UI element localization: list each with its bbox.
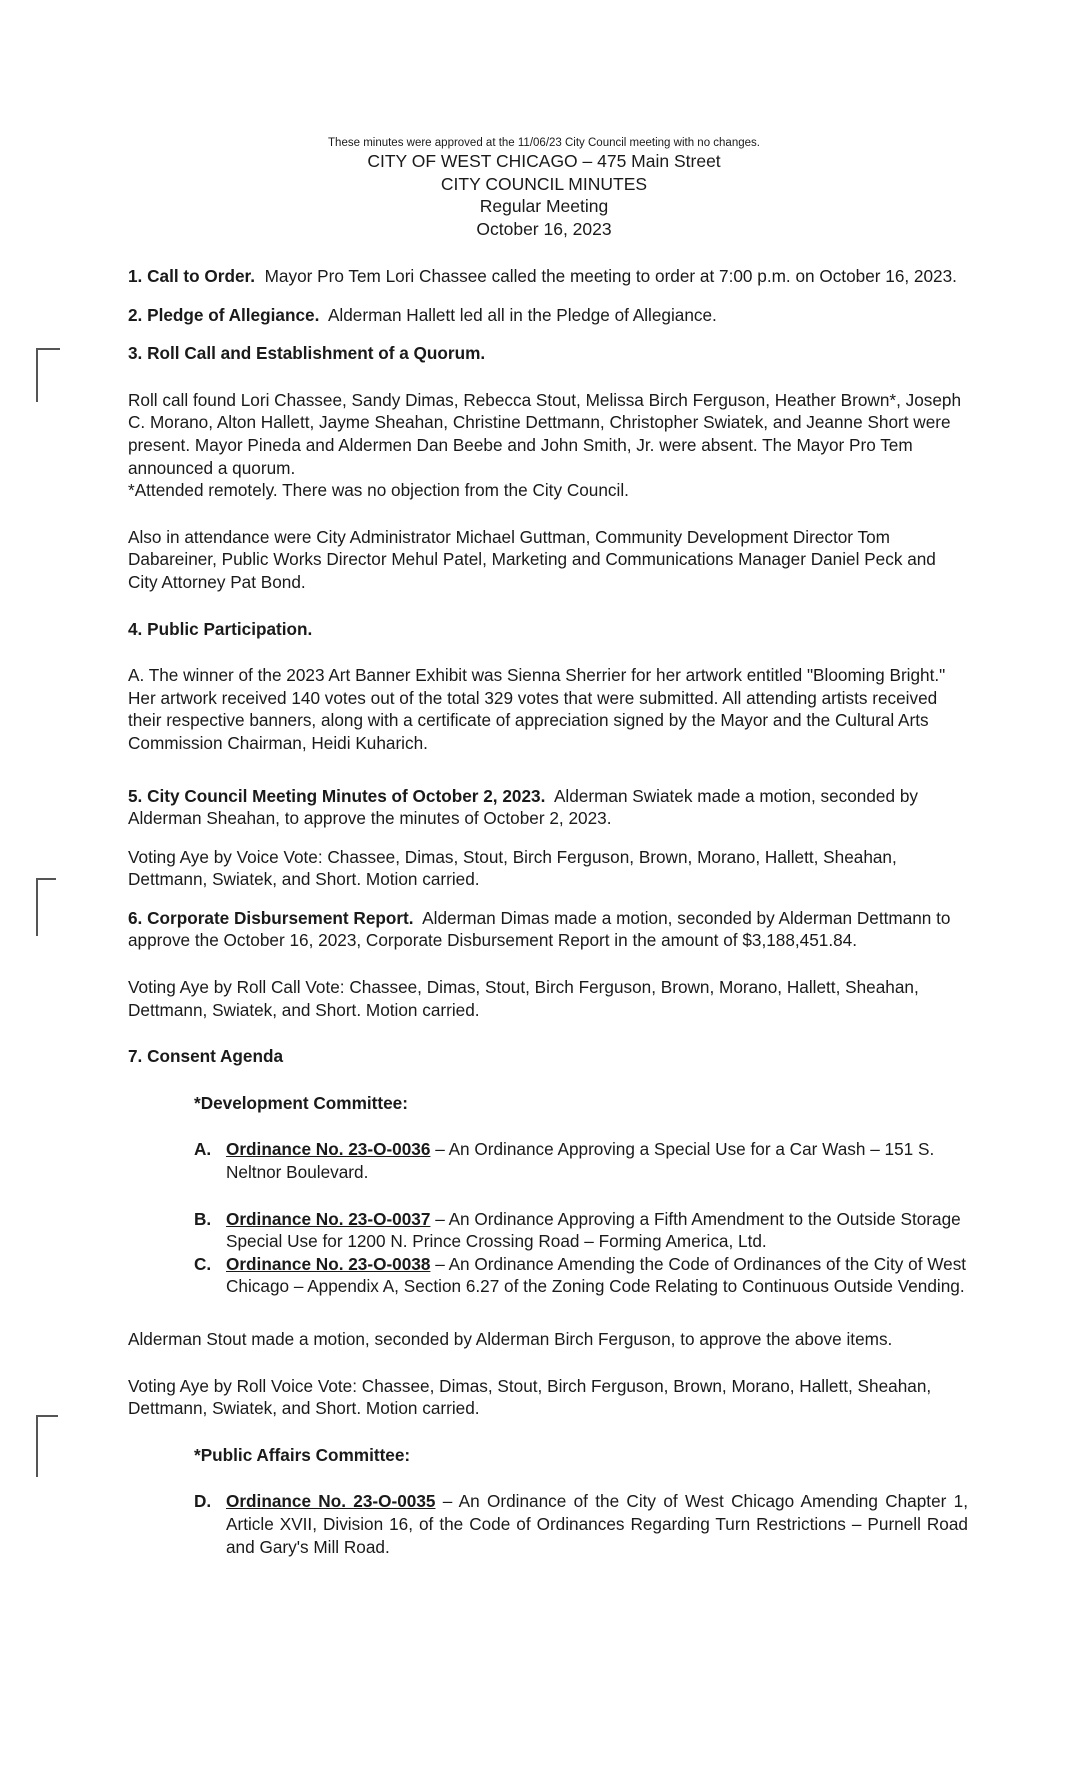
committee-title: *Development Committee: <box>194 1092 408 1113</box>
ordinance-number: Ordinance No. 23-O-0037 <box>226 1208 431 1229</box>
agenda-item-b <box>194 1208 968 1253</box>
ordinance-number: Ordinance No. 23-O-0038 <box>226 1253 431 1274</box>
header-meeting-date: October 16, 2023 <box>476 218 612 239</box>
section-title: 4. Public Participation. <box>128 618 313 639</box>
section-pledge <box>128 304 968 327</box>
ordinance-description: – An Ordinance of the City of West Chicago Amending Chapter 1, Article XVII, Division 16, of the Code of Ordinances Regarding Turn Restrictions – Purnell Road and Gary's Mill Road. <box>226 1491 968 1557</box>
scan-margin-mark <box>36 348 60 402</box>
item-letter: A. <box>194 1139 212 1160</box>
consent-agenda-vote-result: Voting Aye by Roll Voice Vote: Chassee, Dimas, Stout, Birch Ferguson, Brown, Morano, Hallett, Sheahan, Dettmann, Swiatek, and Short. Motion carried. <box>128 1375 932 1419</box>
approval-note: These minutes were approved at the 11/06/23 City Council meeting with no changes. <box>328 137 760 149</box>
public-participation-text: A. The winner of the 2023 Art Banner Exhibit was Sienna Sherrier for her artwork entitled "Blooming Bright." Her artwork received 140 votes out of the total 329 votes that were submitted. All attending artists received their respective banners, along with a certificate of appreciation signed by the Mayor and the Cultural Arts Commission Chairman, Heidi Kuharich. <box>128 665 946 753</box>
section-title: 3. Roll Call and Establishment of a Quorum. <box>128 343 486 364</box>
section-title: 5. City Council Meeting Minutes of October 2, 2023. <box>128 785 546 806</box>
voice-vote-result: Voting Aye by Voice Vote: Chassee, Dimas, Stout, Birch Ferguson, Brown, Morano, Hallett, Sheahan, Dettmann, Swiatek, and Short. Motion carried. <box>128 846 897 890</box>
committee-title: *Public Affairs Committee: <box>194 1444 411 1465</box>
section-title: 2. Pledge of Allegiance. <box>128 304 320 325</box>
section-meeting-minutes <box>128 785 968 830</box>
ordinance-description: – An Ordinance Amending the Code of Ordinances of the City of West Chicago – Appendix A, Section 6.27 of the Zoning Code Relating to Continuous Outside Vending. <box>226 1253 967 1297</box>
roll-call-vote-result: Voting Aye by Roll Call Vote: Chassee, Dimas, Stout, Birch Ferguson, Brown, Morano, Hallett, Sheahan, Dettmann, Swiatek, and Short. Motion carried. <box>128 977 919 1020</box>
consent-agenda-motion: Alderman Stout made a motion, seconded by Alderman Birch Ferguson, to approve the above items. <box>128 1329 893 1349</box>
header-meeting-type: Regular Meeting <box>479 196 609 216</box>
header-minutes-title: CITY COUNCIL MINUTES <box>440 173 648 194</box>
scan-margin-mark <box>36 1415 58 1477</box>
section-text: Alderman Swiatek made a motion, seconded by Alderman Sheahan, to approve the minutes of October 2, 2023. <box>128 785 918 829</box>
agenda-item-c <box>194 1253 968 1298</box>
agenda-item-a <box>194 1138 968 1183</box>
section-title: 7. Consent Agenda <box>128 1046 284 1067</box>
ordinance-description: – An Ordinance Approving a Special Use for a Car Wash – 151 S. Neltnor Boulevard. <box>226 1139 935 1183</box>
section-text: Alderman Dimas made a motion, seconded by Alderman Dettmann to approve the October 16, 2023, Corporate Disbursement Report in the amount of $3,188,451.84. <box>128 907 951 951</box>
section-text: Mayor Pro Tem Lori Chassee called the meeting to order at 7:00 p.m. on October 16, 2023. <box>264 266 957 286</box>
public-affairs-committee-heading <box>194 1444 968 1467</box>
section-consent-agenda-title <box>128 1045 968 1068</box>
section-roll-call-title <box>128 342 968 365</box>
ordinance-number: Ordinance No. 23-O-0036 <box>226 1139 431 1160</box>
section-call-to-order <box>128 265 968 288</box>
section-title: 6. Corporate Disbursement Report. <box>128 907 414 928</box>
scan-margin-mark <box>36 878 56 936</box>
item-letter: B. <box>194 1208 212 1229</box>
section-disbursement-report <box>128 907 968 952</box>
section-public-participation-title <box>128 618 968 641</box>
item-letter: D. <box>194 1491 212 1512</box>
ordinance-description: – An Ordinance Approving a Fifth Amendment to the Outside Storage Special Use for 1200 N. Prince Crossing Road – Forming America, Ltd. <box>226 1208 961 1252</box>
agenda-item-d <box>194 1490 968 1558</box>
development-committee-heading <box>194 1092 968 1115</box>
ordinance-number: Ordinance No. 23-O-0035 <box>226 1491 436 1512</box>
item-letter: C. <box>194 1253 212 1274</box>
roll-call-text: Roll call found Lori Chassee, Sandy Dimas, Rebecca Stout, Melissa Birch Ferguson, Heather Brown*, Joseph C. Morano, Alton Hallett, Jayme Sheahan, Christine Dettmann, Christopher Swiatek, and Jeanne Short were present. Mayor Pineda and Aldermen Dan Beebe and John Smith, Jr. were absent. The Mayor Pro Tem announced a quorum. <box>128 389 962 478</box>
minutes-body <box>128 265 968 1558</box>
remote-attendance-note: *Attended remotely. There was no objection from the City Council. <box>128 480 629 501</box>
also-in-attendance: Also in attendance were City Administrator Michael Guttman, Community Development Director Tom Dabareiner, Public Works Director Mehul Patel, Marketing and Communications Manager Daniel Peck and City Attorney Pat Bond. <box>128 526 936 592</box>
header-city-address: CITY OF WEST CHICAGO – 475 Main Street <box>367 151 721 171</box>
section-title: 1. Call to Order. <box>128 266 256 286</box>
document-header <box>0 136 1088 240</box>
section-text: Alderman Hallett led all in the Pledge of Allegiance. <box>327 304 717 325</box>
